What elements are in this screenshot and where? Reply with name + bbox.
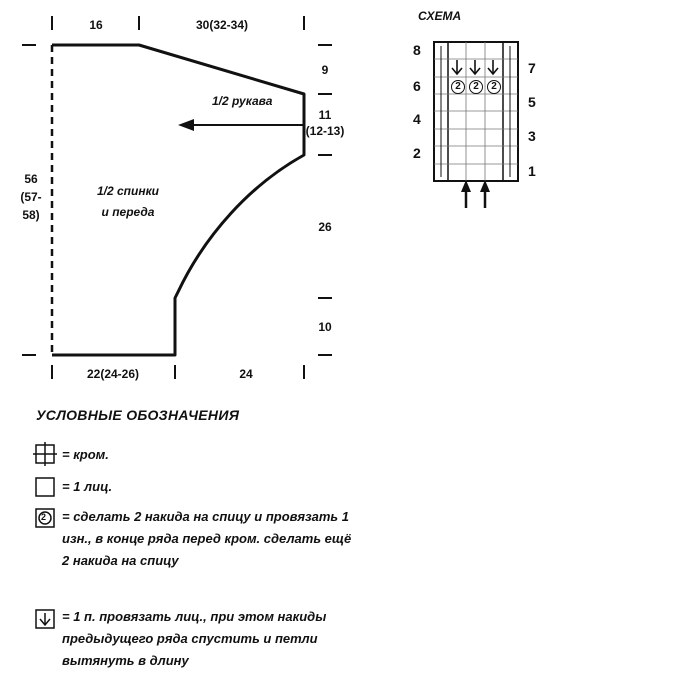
scheme-title: СХЕМА xyxy=(418,9,462,23)
dim-right-mid-b: (12-13) xyxy=(305,124,345,138)
scheme-row-8: 8 xyxy=(413,42,421,58)
dim-left-c: 58) xyxy=(22,208,40,222)
selvage-stitch-icon xyxy=(33,442,57,466)
legend-item-selvage: = кром. xyxy=(62,447,109,462)
scheme-row-1: 1 xyxy=(528,163,536,179)
knit-stitch-icon xyxy=(36,478,54,496)
scheme-row-7: 7 xyxy=(528,60,536,76)
dim-left-b: (57- xyxy=(20,190,42,204)
dim-left-a: 56 xyxy=(24,172,38,186)
legend-title: УСЛОВНЫЕ ОБОЗНАЧЕНИЯ xyxy=(36,407,240,423)
dim-top-left: 16 xyxy=(89,18,103,32)
sleeve-label: 1/2 рукава xyxy=(212,94,273,108)
double-yo-icon-number: 2 xyxy=(41,512,47,522)
dim-bottom-right: 24 xyxy=(239,367,253,381)
scheme-row-6: 6 xyxy=(413,78,421,94)
dim-bottom-left: 22(24-26) xyxy=(86,367,140,381)
body-label-line2: и переда xyxy=(101,205,155,219)
legend-item-double-yo: = сделать 2 накида на спицу и провязать 1 изн., в конце ряда перед кром. сделать ещё 2 накида на спицу xyxy=(62,509,352,568)
scheme-double-yo-3: 2 xyxy=(487,80,501,94)
dim-right-top: 9 xyxy=(321,63,329,77)
body-label-line1: 1/2 спинки xyxy=(96,184,160,198)
legend-item-drop-yo: = 1 п. провязать лиц., при этом накиды предыдущего ряда спустить и петли вытянуть в длину xyxy=(62,609,327,668)
dim-right-bottom: 10 xyxy=(318,320,332,334)
scheme-double-yo-1: 2 xyxy=(451,80,465,94)
scheme-row-4: 4 xyxy=(413,111,421,127)
dim-top-right: 30(32-34) xyxy=(195,18,249,32)
scheme-row-3: 3 xyxy=(528,128,536,144)
dim-right-lower: 26 xyxy=(318,220,332,234)
drop-yo-arrow-icon xyxy=(36,610,54,628)
dim-right-mid-a: 11 xyxy=(318,108,332,122)
legend-item-knit: = 1 лиц. xyxy=(62,479,113,494)
scheme-row-2: 2 xyxy=(413,145,421,161)
scheme-double-yo-2: 2 xyxy=(469,80,483,94)
scheme-row-5: 5 xyxy=(528,94,536,110)
